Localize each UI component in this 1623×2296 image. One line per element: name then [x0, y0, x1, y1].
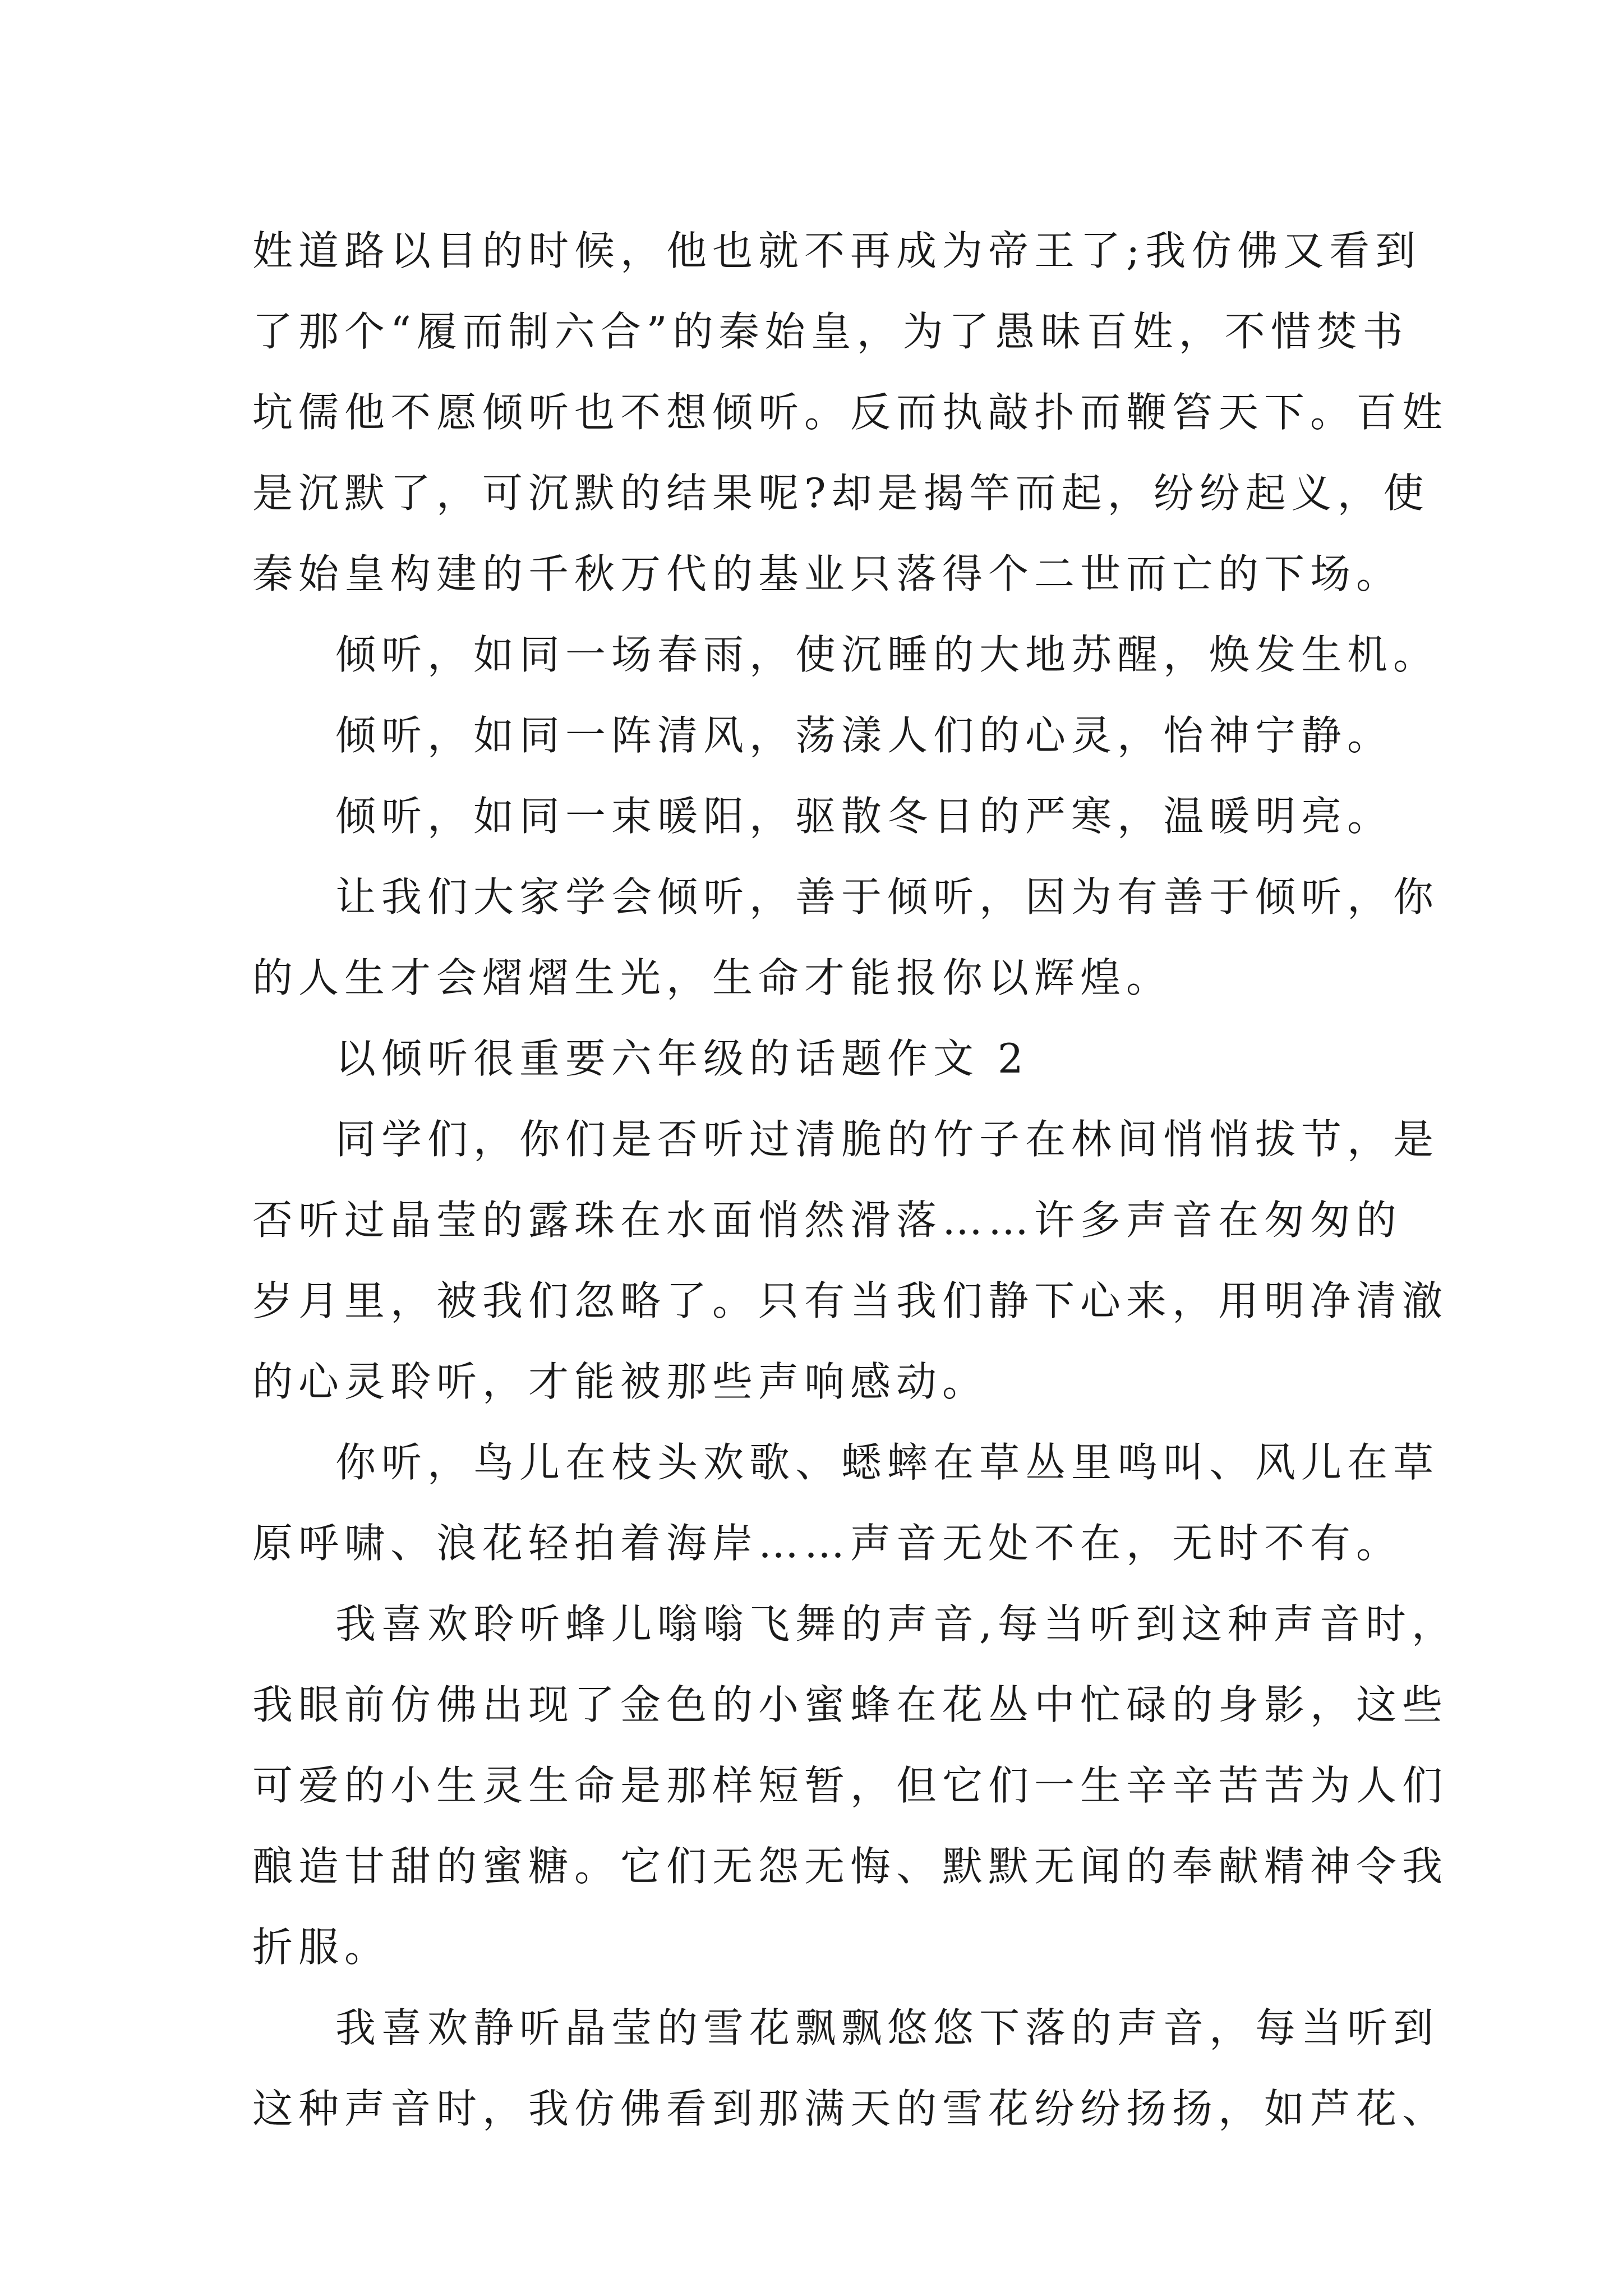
text-line: 酿造甘甜的蜜糖。它们无怨无悔、默默无闻的奉献精神令我	[252, 1843, 1449, 1890]
text-line: 这种声音时，我仿佛看到那满天的雪花纷纷扬扬，如芦花、	[252, 2085, 1449, 2132]
text-line: 我眼前仿佛出现了金色的小蜜蜂在花丛中忙碌的身影，这些	[252, 1681, 1449, 1728]
text-line: 我喜欢聆听蜂儿嗡嗡飞舞的声音,每当听到这种声音时，	[335, 1600, 1458, 1648]
text-line: 倾听，如同一阵清风，荡漾人们的心灵，怡神宁静。	[335, 712, 1394, 759]
section-title: 以倾听很重要六年级的话题作文 2	[335, 1035, 1029, 1082]
text-line: 我喜欢静听晶莹的雪花飘飘悠悠下落的声音，每当听到	[335, 2004, 1440, 2051]
text-line: 岁月里，被我们忽略了。只有当我们静下心来，用明净清澈	[252, 1277, 1449, 1324]
text-line: 秦始皇构建的千秋万代的基业只落得个二世而亡的下场。	[252, 550, 1403, 597]
text-line: 原呼啸、浪花轻拍着海岸……声音无处不在，无时不有。	[252, 1520, 1403, 1567]
text-line: 可爱的小生灵生命是那样短暂，但它们一生辛辛苦苦为人们	[252, 1762, 1449, 1809]
text-line: 是沉默了，可沉默的结果呢?却是揭竿而起，纷纷起义，使	[252, 470, 1430, 517]
text-line: 的人生才会熠熠生光，生命才能报你以辉煌。	[252, 954, 1173, 1001]
text-line: 同学们，你们是否听过清脆的竹子在林间悄悄拔节，是	[335, 1116, 1440, 1163]
text-line: 的心灵聆听，才能被那些声响感动。	[252, 1358, 989, 1405]
text-line: 姓道路以目的时候，他也就不再成为帝王了;我仿佛又看到	[252, 227, 1422, 274]
text-line: 你听，鸟儿在枝头欢歌、蟋蟀在草丛里鸣叫、风儿在草	[335, 1439, 1440, 1486]
text-line: 倾听，如同一场春雨，使沉睡的大地苏醒，焕发生机。	[335, 631, 1440, 678]
text-line: 否听过晶莹的露珠在水面悄然滑落……许多声音在匆匆的	[252, 1197, 1403, 1244]
document-body	[252, 210, 1458, 2149]
text-line: 折服。	[252, 1924, 391, 1971]
text-line: 了那个“履而制六合”的秦始皇，为了愚昧百姓，不惜焚书	[252, 308, 1409, 355]
text-line: 让我们大家学会倾听，善于倾听，因为有善于倾听，你	[335, 873, 1440, 921]
text-line: 倾听，如同一束暖阳，驱散冬日的严寒，温暖明亮。	[335, 793, 1394, 840]
text-line: 坑儒他不愿倾听也不想倾听。反而执敲扑而鞭笞天下。百姓	[252, 389, 1449, 436]
